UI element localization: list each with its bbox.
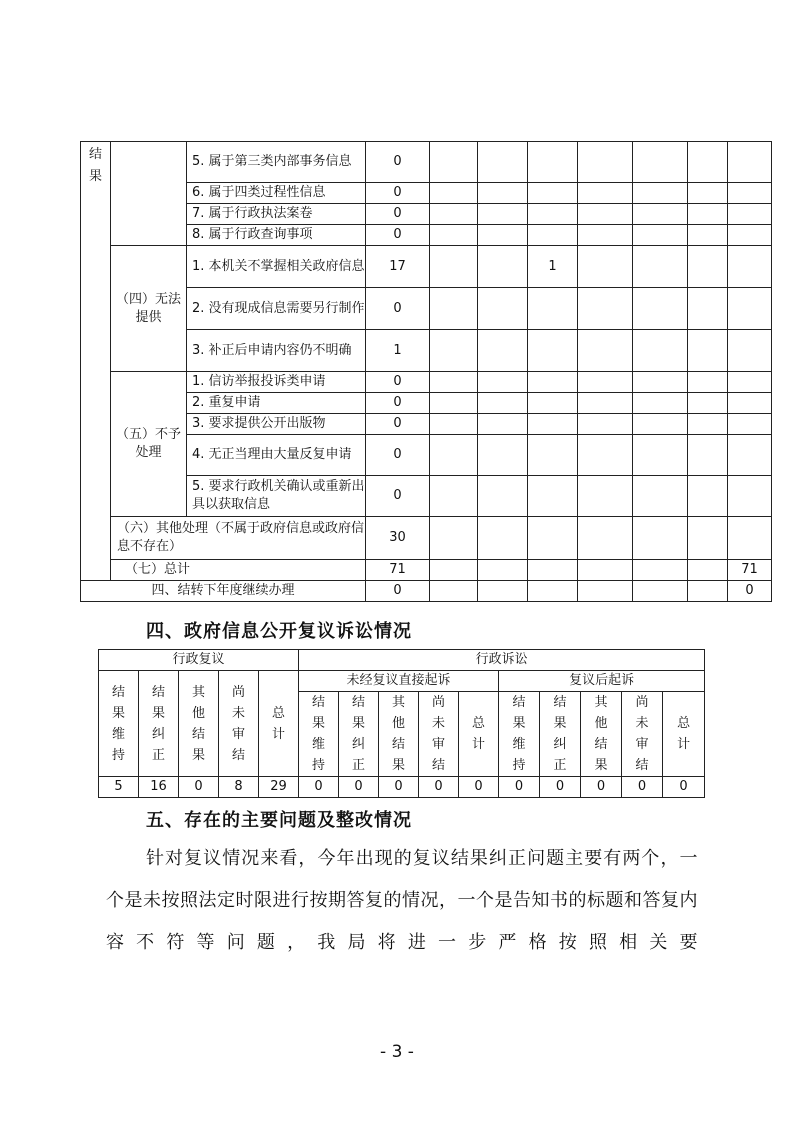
review-col-header: 结 果 纠 正 bbox=[139, 671, 179, 777]
direct-suit-header: 未经复议直接起诉 bbox=[299, 671, 499, 692]
value-cell: 0 bbox=[179, 777, 219, 798]
lit-col-header: 尚 未 审 结 bbox=[622, 692, 663, 777]
total-label: （七）总计 bbox=[111, 560, 366, 581]
after-review-header: 复议后起诉 bbox=[499, 671, 705, 692]
row-value: 0 bbox=[366, 142, 430, 183]
row-label: 8. 属于行政查询事项 bbox=[187, 225, 366, 246]
value-cell: 0 bbox=[299, 777, 339, 798]
value-cell: 0 bbox=[540, 777, 581, 798]
carry-over-label: 四、结转下年度继续办理 bbox=[81, 581, 366, 602]
row-label: 4. 无正当理由大量反复申请 bbox=[187, 435, 366, 476]
row-label: 1. 信访举报投诉类申请 bbox=[187, 372, 366, 393]
section-5-label: （五）不予处理 bbox=[111, 372, 187, 517]
row-value: 0 bbox=[366, 414, 430, 435]
other-handling-value: 30 bbox=[366, 517, 430, 560]
row-value: 1 bbox=[366, 330, 430, 372]
lit-col-header: 结 果 维 持 bbox=[499, 692, 540, 777]
row-label: 5. 要求行政机关确认或重新出具以获取信息 bbox=[187, 476, 366, 517]
row-value: 17 bbox=[366, 246, 430, 288]
row-label: 6. 属于四类过程性信息 bbox=[187, 183, 366, 204]
value-cell: 0 bbox=[419, 777, 459, 798]
row-value: 0 bbox=[366, 435, 430, 476]
carry-over-value: 0 bbox=[366, 581, 430, 602]
lit-col-header: 总 计 bbox=[663, 692, 705, 777]
row-value: 0 bbox=[366, 288, 430, 330]
row-value: 0 bbox=[366, 476, 430, 517]
review-col-header: 尚 未 审 结 bbox=[219, 671, 259, 777]
lit-col-header: 结 果 纠 正 bbox=[339, 692, 379, 777]
row-value: 0 bbox=[366, 393, 430, 414]
value-cell: 0 bbox=[339, 777, 379, 798]
carry-over-total: 0 bbox=[728, 581, 772, 602]
value-cell: 8 bbox=[219, 777, 259, 798]
review-col-header: 总 计 bbox=[259, 671, 299, 777]
value-cell: 29 bbox=[259, 777, 299, 798]
row-value-col3: 1 bbox=[528, 246, 578, 288]
row-value: 0 bbox=[366, 372, 430, 393]
row-value: 0 bbox=[366, 183, 430, 204]
value-cell: 0 bbox=[663, 777, 705, 798]
value-cell: 5 bbox=[99, 777, 139, 798]
review-litigation-table bbox=[98, 649, 705, 798]
value-cell: 16 bbox=[139, 777, 179, 798]
total-value: 71 bbox=[366, 560, 430, 581]
result-label: 结 果 bbox=[81, 142, 111, 581]
section-4-label: （四）无法提供 bbox=[111, 246, 187, 372]
lit-col-header: 结 果 维 持 bbox=[299, 692, 339, 777]
lit-col-header: 结 果 纠 正 bbox=[540, 692, 581, 777]
row-label: 3. 要求提供公开出版物 bbox=[187, 414, 366, 435]
review-col-header: 其 他 结 果 bbox=[179, 671, 219, 777]
lit-col-header: 其 他 结 果 bbox=[379, 692, 419, 777]
value-cell: 0 bbox=[459, 777, 499, 798]
row-value: 0 bbox=[366, 225, 430, 246]
value-cell: 0 bbox=[622, 777, 663, 798]
body-paragraph: 针对复议情况来看，今年出现的复议结果纠正问题主要有两个，一个是未按照法定时限进行按期答复的情况，一个是告知书的标题和答复内容不符等问题，我局将进一步严格按照相关要 bbox=[106, 848, 698, 953]
row-label: 2. 没有现成信息需要另行制作 bbox=[187, 288, 366, 330]
review-col-header: 结 果 维 持 bbox=[99, 671, 139, 777]
page-number: - 3 - bbox=[380, 1042, 414, 1062]
row-value: 0 bbox=[366, 204, 430, 225]
row-label: 2. 重复申请 bbox=[187, 393, 366, 414]
lit-col-header: 总 计 bbox=[459, 692, 499, 777]
lit-col-header: 尚 未 审 结 bbox=[419, 692, 459, 777]
row-label: 3. 补正后申请内容仍不明确 bbox=[187, 330, 366, 372]
admin-review-header: 行政复议 bbox=[99, 650, 299, 671]
application-result-table bbox=[80, 141, 772, 602]
admin-litigation-header: 行政诉讼 bbox=[299, 650, 705, 671]
total-overall: 71 bbox=[728, 560, 772, 581]
row-label: 7. 属于行政执法案卷 bbox=[187, 204, 366, 225]
other-handling-label: （六）其他处理（不属于政府信息或政府信息不存在） bbox=[111, 517, 366, 560]
section-heading-5: 五、存在的主要问题及整改情况 bbox=[146, 810, 412, 831]
section-3-label bbox=[111, 142, 187, 246]
value-cell: 0 bbox=[581, 777, 622, 798]
row-label: 1. 本机关不掌握相关政府信息 bbox=[187, 246, 366, 288]
section-heading-4: 四、政府信息公开复议诉讼情况 bbox=[146, 621, 412, 642]
lit-col-header: 其 他 结 果 bbox=[581, 692, 622, 777]
value-cell: 0 bbox=[379, 777, 419, 798]
row-label: 5. 属于第三类内部事务信息 bbox=[187, 142, 366, 183]
value-cell: 0 bbox=[499, 777, 540, 798]
